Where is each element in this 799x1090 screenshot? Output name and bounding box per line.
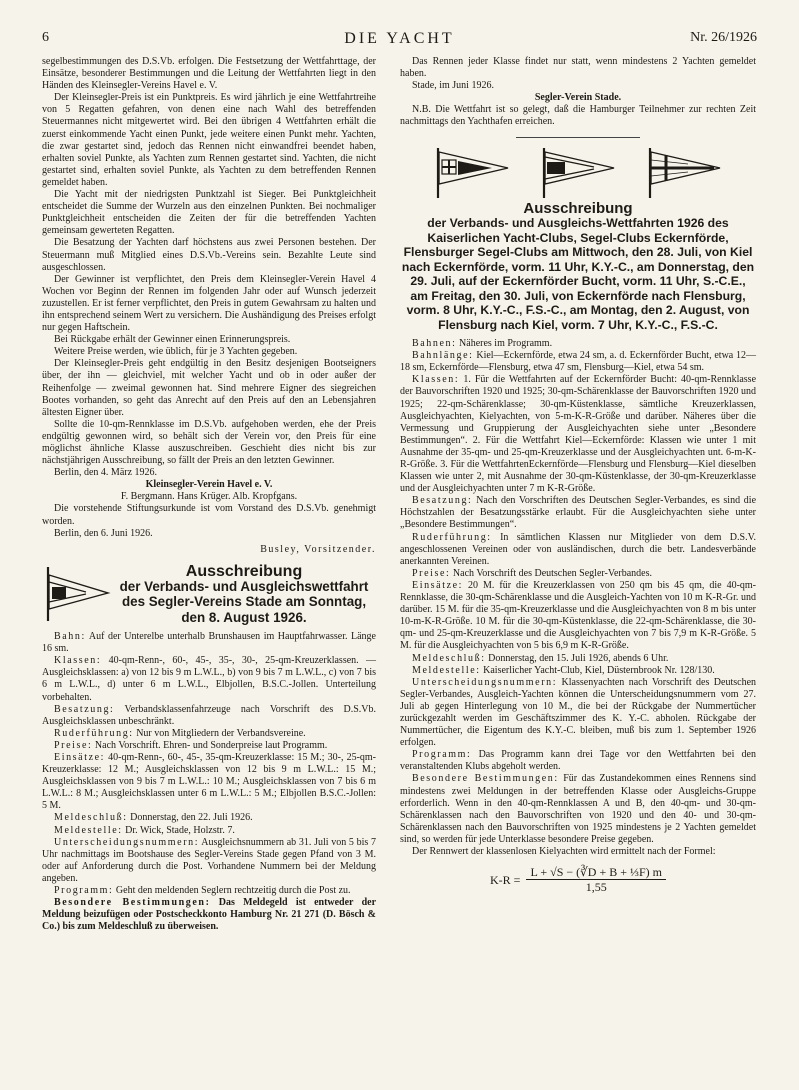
rule-ruderfuehrung: Ruderführung: Nur von Mitgliedern der Verbandsvereine. <box>54 727 306 739</box>
rule-klassen: Klassen: 1. Für die Wettfahrten auf der Eckernförder Bucht: 40-qm-Rennklasse der Bauvorschriften 1920 und 1925; 30-qm-Schärenklasse der Bauvorschriften 1920 und 1925; 22-qm-Schärenklasse; 30-qm-Küstenklasse, sämtliche Kreuzerklassen, Ausgleichyachten, Kielyachten, von 5-m-K-R-Größe und darüber. Näheres über die Vermessung und Gruppierung der Ausgleichyachten siehe unter „Besondere Bestimmungen“. 2. Für die Wettfahrt Kiel—Eckernförde: Klassen wie unter 1 mit Ausnahme der 35-qm- und 25-qm-Kreuzerklasse und der Ausgleichyachten unt. 6-m-K-R-Größe. 3. Für die WettfahrtenEckernförde—Flensburg und Flensburg—Kiel dieselben Klassen wie unter 2, mit Ausnahme der 30-qm-Küstenklasse, der 30-qm-Kreuzerklasse und der Ausgleichyachten unter 7 m K-R-Größe. <box>400 374 757 495</box>
formula-lhs: K-R = <box>490 872 521 887</box>
announcement-heading: Ausschreibung der Verbands- und Ausgleichswettfahrt des Segler-Vereins Stade am Sonntag, den 8. August 1926. <box>119 562 369 625</box>
formula-fraction <box>526 866 666 893</box>
rule-nummern: Unterscheidungsnummern: Ausgleichsnummern ab 31. Juli von 5 bis 7 Uhr nachmittags im Bootshause des Segler-Vereins Stade gegen Pfand von 3 M. oder auf Anforderung durch die Post. Vorhandene Nummern bei der Meldung angeben. <box>42 836 376 884</box>
paragraph: Die Yacht mit der niedrigsten Punktzahl ist Sieger. Bei Punktgleichheit entscheidet die Summe der Wurzeln aus den einzelnen Punkten. Bei nochmaliger Punktgleichheit entscheiden die Zeiten der für die betreffenden Yachten gemeinsam gewerteten Regatten. <box>42 189 376 237</box>
pennant-sce-icon <box>538 146 618 200</box>
date-line: Stade, im Juni 1926. <box>412 80 494 92</box>
page-number: 6 <box>42 30 49 45</box>
club-name: Kleinsegler-Verein Havel e. V. <box>145 479 273 491</box>
page-header <box>42 30 757 50</box>
signatories: F. Bergmann. Hans Krüger. Alb. Kropfgans. <box>120 491 298 503</box>
rule-ruderfuehrung: Ruderführung: In sämtlichen Klassen nur Mitglieder von dem D.S.V. angeschlossenen Vereinen oder von ausländischen, durch die betr. Landesverbände anerkannten Vereinen. <box>400 531 757 567</box>
paragraph: Sollte die 10-qm-Rennklasse im D.S.Vb. aufgehoben werden, ehe der Preis endgültig gewonnen wird, so behält sich der Verein vor, den Preis für eine möglichst ähnliche Klasse auszuschreiben. Geschieht dies nicht bis zur nächstjährigen Ausschreibung, so fällt der Preis an den letzten Gewinner. <box>42 418 376 467</box>
paragraph: Das Rennen jeder Klasse findet nur statt, wenn mindestens 2 Yachten gemeldet haben. <box>400 56 756 80</box>
left-column <box>42 56 376 933</box>
rule-meldeschluss: Meldeschluß: Donnerstag, den 22. Juli 1926. <box>54 812 253 824</box>
rule-meldestelle: Meldestelle: Dr. Wick, Stade, Holzstr. 7. <box>54 824 235 836</box>
rule-einsaetze: Einsätze: 40-qm-Renn-, 60-, 45-, 35-qm-Kreuzerklasse: 15 M.; 30-, 25-qm-Kreuzerklasse: 12 M.; Ausgleichsklassen von 12 bis 9 m L.W.L.: 15 M.; Ausgleichsklassen von 9 bis 7 m L.W.L.: 10 M.; Ausgleichsklassen von 7 bis 6 m L.W.L.: 8 M.; Ausgleichsklassen unter 6 m L.W.L.: 5 M.; Elbjollen B.S.C.-Jollen: 5 M. <box>42 751 377 812</box>
issue-number: Nr. 26/1926 <box>690 30 757 45</box>
announcement-stade <box>42 564 376 625</box>
rule-besatzung: Besatzung: Verbandsklassenfahrzeuge nach Vorschrift des D.S.Vb. Ausgleichsklassen unbeschränkt. <box>42 703 376 727</box>
paragraph: N.B. Die Wettfahrt ist so gelegt, daß die Hamburger Teilnehmer zur rechten Zeit nachmittags den Yachthafen erreichen. <box>400 104 756 128</box>
rule-bahn: Bahn: Auf der Unterelbe unterhalb Brunshausen im Hauptfahrwasser. Länge 16 sm. <box>42 631 376 655</box>
pennant-kyc-icon <box>432 146 512 200</box>
paragraph: Der Kleinsegler-Preis geht endgültig in den Besitz desjenigen Bootseigners über, der ihn — gleichviel, mit welcher Yacht und ob in oder außer der Reihenfolge — zweimal gewonnen hat. Sind mehrere Eigner des siegreichen Bootes vorhanden, so geht das Anrecht auf den Preis auf den an Lebensjahren ältesten Eigner über. <box>42 358 376 418</box>
right-column <box>400 56 756 893</box>
rule-preise: Preise: Nach Vorschrift. Ehren- und Sonderpreise laut Programm. <box>54 739 328 751</box>
formula-denominator: 1,55 <box>585 880 607 895</box>
rule-programm: Programm: Geht den meldenden Seglern rechtzeitig durch die Post zu. <box>54 885 351 896</box>
rule-bahnen: Bahnen: Näheres im Programm. <box>412 338 553 350</box>
paragraph: segelbestimmungen des D.S.Vb. erfolgen. Die Festsetzung der Wettfahrttage, der Einsätze, besonderer Bestimmungen und die Leitung der Wettfahrten liegt in den Händen des Kleinsegler-Vereins Havel e. V. <box>42 56 376 92</box>
paragraph: Bei Rückgabe erhält der Gewinner einen Erinnerungspreis. <box>54 334 291 346</box>
rule-einsaetze: Einsätze: 20 M. für die Kreuzerklassen von 250 qm bis 45 qm, die 40-qm-Rennklasse, die 30-qm-Schärenklasse und die Ausgleich-Yachten von 10 m K-R-Gr. und darüber. 15 M. für die 35-qm-Kreuzerklasse und die Ausgleichyachten von 8 m bis unter 10-m-K-R-Größe. 10 M. für die 30-qm-Küstenklasse, die 22-qm-Schärenklasse, die 30-qm- und 25-qm-Kreuzerklasse und die Ausgleichyachten von 7 bis 7,9 m K-R-Größe. 5 M. für die Ausgleichyachten von 5 bis 6,9 m K-R-Größe. <box>400 579 757 652</box>
rule-bahnlaenge: Bahnlänge: Kiel—Eckernförde, etwa 24 sm, a. d. Eckernförder Bucht, etwa 12—18 sm, Eckernförde—Flensburg, etwa 47 sm, Flensburg—Kiel, etwa 54 sm. <box>400 350 757 374</box>
paragraph: Die vorstehende Stiftungsurkunde ist vom Vorstand des D.S.Vb. genehmigt worden. <box>42 503 376 527</box>
announcement-heading-kiel: Ausschreibung der Verbands- und Ausgleichs-Wettfahrten 1926 des Kaiserlichen Yacht-Clubs, Segel-Clubs Eckernförde, Flensburger Segel-Clubs am Mittwoch, den 28. Juli, von Kiel nach Eckernförde, vorm. 11 Uhr, K.Y.-C., am Donnerstag, den 29. Juli, auf der Eckernförder Bucht, vorm. 11 Uhr, S.-C.E., am Freitag, den 30. Juli, von Eckernförde nach Flensburg, vorm. 8 Uhr, K.Y.-C., F.S.-C., am Montag, den 2. August, von Flensburg nach Kiel, vorm. 7 Uhr, K.Y.-C., F.S.-C. <box>401 199 755 332</box>
divider <box>516 137 641 138</box>
paragraph: Der Kleinsegler-Preis ist ein Punktpreis. Es wird jährlich je eine Wettfahrtreihe von 5 Regatten gefahren, von denen eine nach Wahl des betreffenden Steuermannes nicht mitgewertet wird. Bei den übrigen 4 Wettfahrten erhält die zuerst einkommende Yacht einen Punkt, jede weitere einen Punkt mehr. Yachten, die zwar gestartet sind, jedoch das Rennen nicht einwandfrei beendet haben, erhalten soviel Punkte, als Yachten zum Rennen gestartet sind. Yachten, die nicht gestartet sind, erhalten soviel Punkte, als Yachten zu dem betreffenden Rennen gemeldet haben. <box>42 92 376 188</box>
rule-bestimmungen: Besondere Bestimmungen: Für das Zustandekommen eines Rennens sind mindestens zwei Meldungen in der betreffenden Klasse oder Ausgleichs-Gruppe erforderlich. Wenn in den 40-qm-Rennklassen A und B, den 40-qm- und 30-qm-Schärenklassen nach den Bauvorschriften von 1920 und den 40- und 30-qm-Schärenklassen nach den Bauvorschriften von 1925 mindestens je 2 Yachten gemeldet sind, so werden für jede Unterklasse besondere Preise gegeben. <box>400 773 757 845</box>
rule-preise: Preise: Nach Vorschrift des Deutschen Segler-Verbandes. <box>412 567 653 579</box>
pennant-fsc-icon <box>644 146 724 200</box>
club-pennants <box>400 146 756 200</box>
journal-title: DIE YACHT <box>344 30 455 47</box>
formula-numerator: L + √S − (∛D + B + ⅓F) m <box>526 866 666 880</box>
paragraph: Der Gewinner ist verpflichtet, den Preis dem Kleinsegler-Verein Havel 4 Wochen vor Beginn der Rennen im folgenden Jahr oder auf Wunsch jederzeit zuzustellen. Er ist ferner verpflichtet, den Preis in gutem Gewahrsam zu halten und ihn entsprechend seinem Wert zu versichern. Die Aushändigung des Preises erfolgt nur gegen Haftschein. <box>42 273 376 334</box>
club-pennant-icon <box>42 565 112 623</box>
club-name: Segler-Verein Stade. <box>534 92 622 104</box>
date-line: Berlin, den 6. Juni 1926. <box>54 527 153 539</box>
rating-formula <box>400 866 756 893</box>
date-line: Berlin, den 4. März 1926. <box>54 467 158 479</box>
rule-klassen: Klassen: 40-qm-Renn-, 60-, 45-, 35-, 30-, 25-qm-Kreuzerklassen. — Ausgleichsklassen: a) von 12 bis 9 m L.W.L., b) von 9 bis 7 m L.W.L., c) von 7 bis 6 m L.W.L., d) unter 6 m L.W.L., Elbjollen, B.S.C.-Jollen. Unterteilung vorbehalten. <box>42 655 376 703</box>
rule-meldeschluss: Meldeschluß: Donnerstag, den 15. Juli 1926, abends 6 Uhr. <box>412 652 669 664</box>
rule-meldestelle: Meldestelle: Kaiserlicher Yacht-Club, Kiel, Düsternbrook Nr. 128/130. <box>412 664 715 676</box>
paragraph: Die Besatzung der Yachten darf höchstens aus zwei Personen bestehen. Der Steuermann muß Mitglied eines D.S.Vb.-Vereins sein. Bezahlte Leute sind ausgeschlossen. <box>42 237 376 273</box>
paragraph: Weitere Preise werden, wie üblich, für je 3 Yachten gegeben. <box>54 346 298 358</box>
rule-programm: Programm: Das Programm kann drei Tage vor den Wettfahrten bei den veranstaltenden Klubs abgeholt werden. <box>400 749 756 773</box>
rule-besatzung: Besatzung: Nach den Vorschriften des Deutschen Segler-Verbandes, es sind die Höchstzahlen der Besatzungsstärke erlaubt. Für die Ausgleichyachten siehe unter „Besondere Bestimmungen“. <box>400 495 757 531</box>
rule-bestimmungen: Besondere Bestimmungen: Das Meldegeld ist entweder der Meldung beizufügen oder Postscheckkonto Hamburg Nr. 21 271 (D. Bösch & Co.) bis zum Meldeschluß zu überweisen. <box>42 897 377 933</box>
signature: Busley, Vorsitzender. <box>260 543 376 555</box>
rule-nummern: Unterscheidungsnummern: Klassenyachten nach Vorschrift des Deutschen Segler-Verbandes, Ausgleich-Yachten können die Unterscheidungsnummern vom 27. Juli ab gegen Hinterlegung von 10 M., die bei der Rückgabe der Nummertücher zurückgezahlt werden im Geschäftszimmer des K. Y.-C. abholen. Rückgabe der Nummertücher, die Eigentum des K.Y.-C. bleiben, muß bis zum 1. September 1926 erfolgen. <box>400 676 757 749</box>
paragraph: Der Rennwert der klassenlosen Kielyachten wird ermittelt nach der Formel: <box>412 846 716 857</box>
